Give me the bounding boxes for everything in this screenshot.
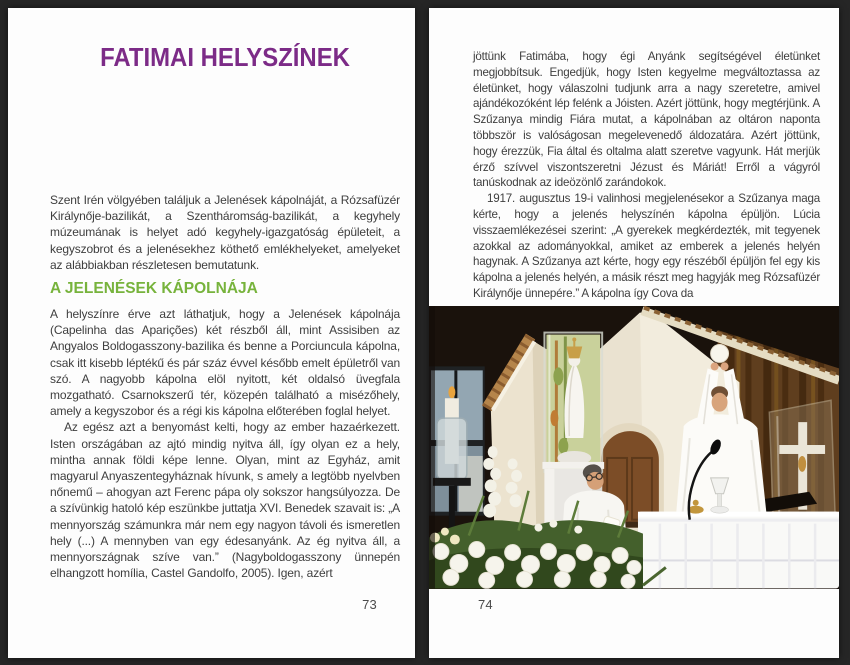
book-page-right [429,8,839,658]
chapel-photo-illustration [429,306,839,589]
page-number: 74 [478,597,493,612]
paragraph-impression: Az egész azt a benyomást kelti, hogy az ember hazaérkezett. Isten országában az ajtó mindig nyitva áll, így olyan ez a hely, mintha annak földi képe lenne. Olyan, mint az Egyház, amit magyarul Anyaszentegyháznak hívunk, s amely a legtöbb nyelvben nőnemű – ahogyan azt Ferenc pápa oly sokszor hangsúlyozza. De a szívünkig hatoló kép eszünkbe juttatja XVI. Benedek szavait is: „A mennyország számunkra már nem egy nagyon távoli és ismeretlen hely (...) A mennyben van egy édesanyánk. Az ég nyitva áll, a mennyországnak szíve van.” (Nagyboldogasszony ünnepén elhangzott homília, Castel Gandolfo, 2005). Igen, azért [50,420,400,581]
left-page-text-column [8,42,415,581]
altar [638,512,839,589]
right-page-text-column [429,49,839,302]
chapel-mass-photo [429,306,839,589]
paragraph-intro: Szent Irén völgyében találjuk a Jelenések kápolnáját, a Rózsafüzér Királynője-bazilikát, a Szentháromság-bazilikát, a kegyhely múzeumának is helyet adó kegyhely-igazgatóság épületeit, a kegyszobrot és a jelenésekhez köthető emlékhelyeket, amelyeket az alábbiakban részletesen bemutatunk. [50,193,400,272]
page-number: 73 [362,597,377,612]
book-page-left [8,8,415,658]
photo-edge-shade [429,307,435,589]
paragraph-pilgrims: jöttünk Fatimába, hogy égi Anyánk segítségével életünket megjobbítsuk. Engedjük, hogy Isten kegyelme megváltoztassa az életünket, hogy válaszolni tudjunk arra a nagy szeretetre, amivel ajándékozóként lép felénk a Jóisten. Azért jöttünk, hogy megtérjünk. A Szűzanya mindig Fiára mutat, a kápolnában az oltáron naponta többször is valóságosan megelevenedő áldozatára. Azért jöttünk, hogy érezzük, Fia által és oltalma alatt szeretve vagyunk. Hát merjük érző szívvel viszontszeretni Jézust és Máriát! Erről a vágyról tanúskodnak az ideözönlő zarándokok. [473,50,820,190]
paragraph-chapel-description: A helyszínre érve azt láthatjuk, hogy a Jelenések kápolnája (Capelinha das Aparições) két részből áll, mint Assisiben az Angyalos Boldogasszony-bazilika és benne a Porciuncula kápolna, csak itt kisebb léptékű és pár száz évvel később emelt épületről van szó. A nagyobb kápolna elöl nyitott, két oldalsó üvegfala mozgatható. Csarnokszerű tér, közepén található a misézőhely, amely a kegyszobor és a régi kis kápolna előterében foglal helyet. [50,307,400,419]
chapter-title: FATIMAI HELYSZÍNEK [100,42,350,72]
paragraph-1917-apparition: 1917. augusztus 19-i valinhosi megjelenésekor a Szűzanya maga kérte, hogy a jelenés helyszínén kápolna épüljön. Lúcia visszaemlékezései szerint: „A gyerekek megkérdezték, mit tegyenek azokkal az adományokkal, amiket az emberek a jelenés helyén hagynak. A Szűzanya azt kérte, hogy egy részéből épüljön fel egy kis kápolna a jelenés helyén, a másik részt meg hagyják meg Rózsafüzér Királynője ünnepére.” A kápolna így Cova da [473,192,820,300]
eucharist-host [711,345,729,363]
section-heading: A JELENÉSEK KÁPOLNÁJA [50,280,258,298]
